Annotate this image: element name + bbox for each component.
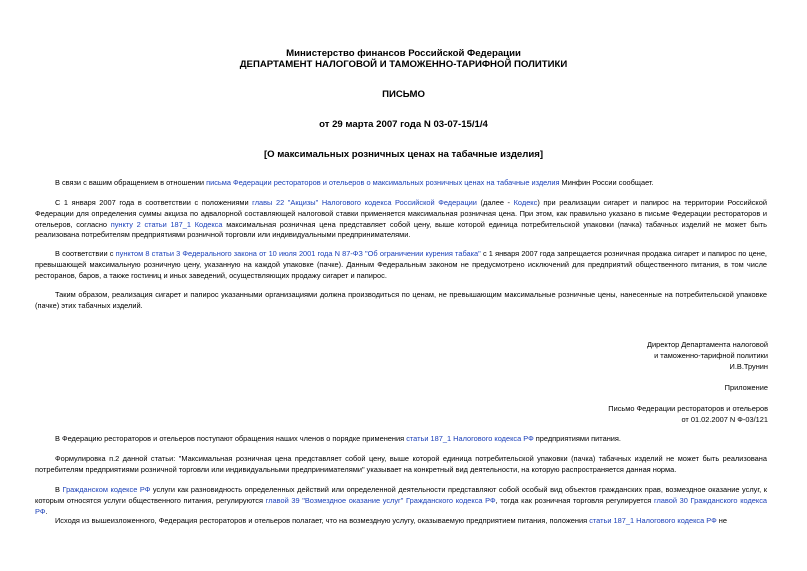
link-civil-code[interactable]: Гражданском кодексе РФ — [62, 485, 151, 494]
signature-position-line-1: Директор Департамента налоговой — [647, 340, 768, 349]
paragraph-4 — [35, 290, 767, 312]
link-tax-code[interactable]: Кодекс — [513, 198, 538, 207]
p8-text-2: не — [716, 516, 727, 525]
link-tax-code-article-187-1-b[interactable]: статьи 187_1 Налогового кодекса РФ — [589, 516, 717, 525]
p2-text-2: (далее - — [476, 198, 514, 207]
p2-text-1: С 1 января 2007 года в соответствии с положениями — [55, 198, 253, 207]
link-civil-code-chapter-39[interactable]: главой 39 "Возмездное оказание услуг" Гражданского кодекса РФ — [265, 495, 496, 505]
p2-text-3: ) при реализации сигарет и папирос на территории Российской Федерации для определения суммы акциза по адвалорной составляющей налоговой ставки применяется максимальная розничная цена. При этом, как правильно указано в письме Федерации рестораторов и отельеров, согласно — [35, 198, 767, 229]
p6-text-1: Формулировка п.2 данной статьи: "Максимальная розничная цена представляет собой цену, выше которой единица потребительской упаковки (пачка) табачных изделий не может быть реализована потребителям предприятиями розничной торговли или индивидуальными предпринимателями" указывает на конкретный вид деятельности, на которую распространяется данная норма. — [35, 454, 767, 474]
signatory-name: И.В.Трунин — [729, 362, 768, 371]
link-federal-law-87-fz[interactable]: пунктом 8 статьи 3 Федерального закона от 10 июля 2001 года N 87-ФЗ "Об ограничении курения табака" — [115, 249, 481, 258]
link-fro-letter[interactable]: письма Федерации рестораторов и отельеров о максимальных розничных ценах на табачные изделия — [206, 178, 560, 187]
p8-text-1: Исходя из вышеизложенного, Федерация рестораторов и отельеров полагает, что на возмездную услугу, оказываемую предприятием питания, положения — [55, 516, 590, 525]
p3-text-2: с 1 января 2007 года запрещается розничная продажа сигарет и папирос по цене, превышающей максимальную розничную цену, указанную на каждой упаковке (пачке). Данным Федеральным законом не предусмотрено исключений для предприятий общественного питания, в том числе ресторанов, баров, а также гостиниц и иных заведений, осуществляющих продажу сигарет и папирос. — [35, 249, 767, 280]
link-tax-code-article-187-1[interactable]: статьи 187_1 Налогового кодекса РФ — [406, 434, 534, 443]
signature-position-line-2: и таможенно-тарифной политики — [654, 351, 768, 360]
paragraph-3 — [35, 249, 767, 281]
p5-text-2: предприятиями питания. — [533, 434, 621, 443]
paragraph-8 — [35, 516, 767, 527]
appendix-ref-line-1: Письмо Федерации рестораторов и отельеров — [608, 404, 768, 413]
p4-text-1: Таким образом, реализация сигарет и папирос указанными организациями должна производиться по ценам, не превышающим максимальные розничные цены, нанесенные на потребительской упаковке (пачке) этих табачных изделий. — [35, 290, 767, 310]
link-article-187-1-p2[interactable]: пункту 2 статьи 187_1 Кодекса — [110, 219, 223, 229]
paragraph-7 — [35, 485, 767, 517]
appendix-label: Приложение — [724, 383, 768, 392]
link-tax-code-chapter-22[interactable]: главы 22 "Акцизы" Налогового кодекса Российской Федерации — [252, 198, 477, 207]
paragraph-6 — [35, 454, 767, 476]
paragraph-1 — [35, 178, 767, 189]
ministry-name: Министерство финансов Российской Федерации — [286, 48, 521, 59]
p7-text-1: В — [55, 485, 63, 494]
p1-text-1: В связи с вашим обращением в отношении — [55, 178, 207, 187]
p3-text-1: В соответствии с — [55, 249, 116, 258]
document-date-number: от 29 марта 2007 года N 03-07-15/1/4 — [319, 119, 488, 130]
p7-text-4: . — [45, 506, 48, 516]
link-civil-code-chapter-30[interactable]: главой 30 Гражданского кодекса РФ — [35, 495, 767, 516]
p7-text-2: услуги как разновидность определенных действий или определенной деятельности представляют собой особый вид объектов гражданских прав, возмездное оказание услуг, к которым относятся услуги общественного питания, регулируются — [35, 485, 767, 505]
p5-text-1: В Федерацию рестораторов и отельеров поступают обращения наших членов о порядке применения — [55, 434, 407, 443]
p2-text-4: максимальная розничная цена представляет собой цену, выше которой единица потребительской упаковки (пачка) табачных изделий не может быть реализована потребителям предприятиями розничной торговли или индивидуальными предпринимателями. — [35, 219, 767, 240]
document-subject: [О максимальных розничных ценах на табачные изделия] — [263, 149, 544, 160]
p1-text-2: Минфин России сообщает. — [559, 178, 654, 187]
department-name: ДЕПАРТАМЕНТ НАЛОГОВОЙ И ТАМОЖЕННО-ТАРИФНОЙ ПОЛИТИКИ — [239, 59, 568, 70]
p7-text-3: , тогда как розничная торговля регулируется — [495, 495, 654, 505]
paragraph-5 — [35, 434, 767, 445]
appendix-ref-line-2: от 01.02.2007 N Ф-03/121 — [681, 415, 768, 424]
paragraph-2 — [35, 198, 767, 241]
document-type: ПИСЬМО — [382, 89, 425, 100]
